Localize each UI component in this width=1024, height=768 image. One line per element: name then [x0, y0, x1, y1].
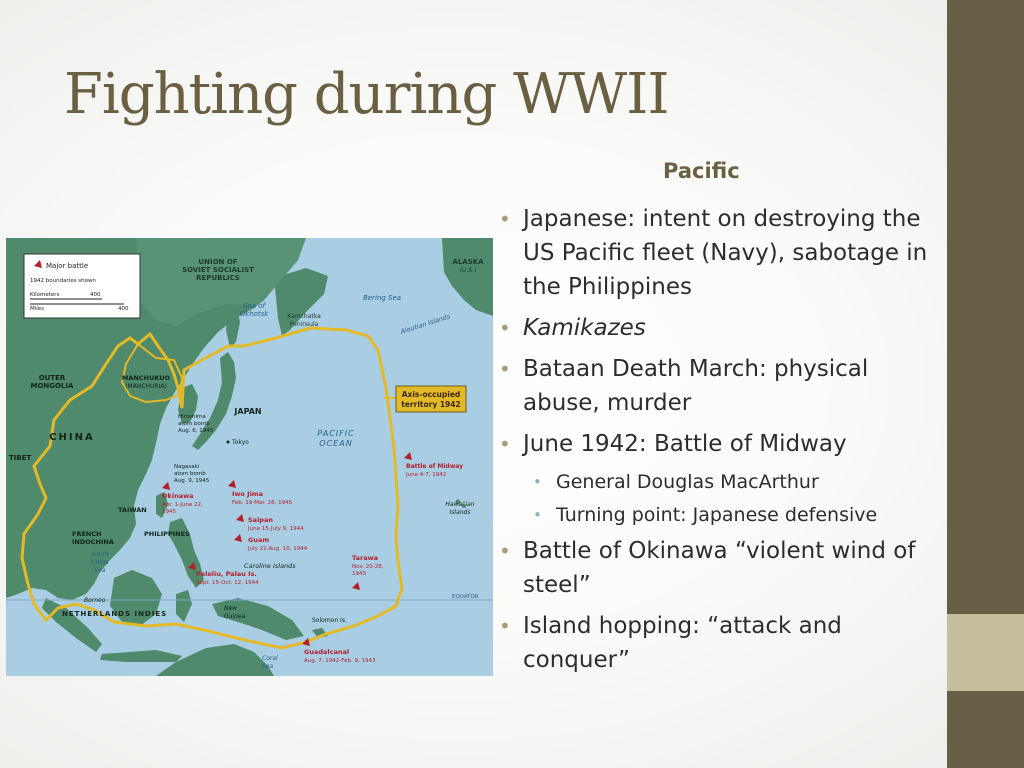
bullet-item [498, 609, 938, 677]
bullet-item [498, 352, 938, 420]
borneo-label: Borneo [84, 597, 106, 604]
legend-kilometers: Kilometers [30, 292, 60, 298]
okinawa-label: 1945 [162, 509, 176, 515]
tibet-label: TIBET [8, 454, 32, 462]
okinawa-label: Okinawa [162, 492, 194, 500]
hawaiian-label: Hawai'ian [445, 501, 475, 508]
bullet-text: Kamikazes [523, 315, 646, 341]
saipan-label: Saipan [248, 516, 273, 524]
pacific-ocean-label: OCEAN [319, 439, 353, 448]
peleliu-label: Peleliu, Palau Is. [196, 570, 257, 578]
manchukuo-label: MANCHUKUO [121, 374, 171, 382]
legend-km-value: 400 [90, 292, 101, 298]
french-indochina-label: INDOCHINA [72, 538, 114, 546]
china-label: CHINA [49, 432, 95, 443]
bullet-item [498, 534, 938, 602]
coral-sea-label: Coral [262, 655, 278, 662]
okinawa-label: Apr. 1-June 22, [162, 502, 203, 508]
sea-okhotsk-label: Sea of [242, 302, 266, 310]
saipan-label: June 15-July 9, 1944 [248, 526, 304, 532]
alaska-sub-label: (U.S.) [459, 267, 477, 274]
alaska-label: ALASKA [452, 258, 484, 266]
ussr-label: UNION OF [198, 258, 238, 266]
ussr-label: SOVIET SOCIALIST [182, 266, 254, 274]
iwojima-label: Feb. 19-Mar. 26, 1945 [232, 500, 293, 506]
south-china-sea-label: South [91, 551, 109, 558]
bullet-text: Battle of Okinawa “violent wind of steel” [523, 538, 916, 598]
tarawa-label: 1943 [352, 571, 366, 577]
ussr-label: REPUBLICS [196, 274, 240, 282]
bering-sea-label: Bering Sea [362, 294, 402, 302]
netherlands-indies-label: NETHERLANDS INDIES [62, 610, 168, 618]
coral-sea-label: Sea [262, 663, 274, 670]
legend-mi-value: 400 [118, 306, 129, 312]
guadalcanal-label: Guadalcanal [304, 648, 350, 656]
legend-major-battle: Major battle [46, 262, 89, 270]
hawaiian-label: Islands [449, 509, 471, 516]
sub-bullet-text: General Douglas MacArthur [556, 471, 819, 493]
midway-label: June 4-7, 1942 [406, 472, 447, 478]
bullet-text: June 1942: Battle of Midway [523, 431, 847, 457]
slide-subheading: Pacific [663, 159, 740, 183]
bullet-text: Japanese: intent on destroying the US Pacific fleet (Navy), sabotage in the Philippines [523, 206, 928, 300]
bullet-item [498, 427, 938, 461]
nagasaki-label: atom bomb [174, 471, 206, 477]
sub-bullet-text: Turning point: Japanese defensive [556, 504, 878, 526]
sub-bullet-item [498, 468, 938, 497]
sub-bullet-item [498, 501, 938, 530]
south-china-sea-label: Sea [94, 567, 106, 574]
equator-label: EQUATOR [452, 594, 479, 600]
french-indochina-label: FRENCH [72, 530, 102, 538]
manchukuo-label: (MANCHURIA) [125, 383, 167, 390]
bullet-item [498, 202, 938, 304]
iwojima-label: Iwo Jima [232, 490, 263, 498]
philippines-label: PHILIPPINES [144, 530, 190, 538]
axis-occupied-label: Axis-occupied [401, 390, 461, 399]
pacific-ocean-label: PACIFIC [317, 429, 355, 438]
slide-title: Fighting during WWII [64, 62, 669, 127]
axis-occupied-label: territory 1942 [401, 400, 461, 409]
side-accent-block [947, 614, 1024, 691]
nagasaki-label: Aug. 9, 1945 [174, 478, 210, 484]
tarawa-label: Nov. 20-28, [352, 564, 384, 570]
midway-label: Battle of Midway [406, 463, 464, 470]
new-guinea-label: New [224, 605, 238, 612]
kamchatka-label: Peninsula [289, 321, 319, 328]
peleliu-label: Sept. 15-Oct. 12, 1944 [196, 580, 259, 586]
legend-miles: Miles [30, 306, 45, 312]
bullet-item [498, 311, 938, 345]
tokyo-label: Tokyo [232, 439, 249, 446]
tarawa-label: Tarawa [352, 554, 378, 562]
legend-boundaries: 1942 boundaries shown [30, 278, 96, 284]
sea-okhotsk-label: Okhotsk [239, 310, 269, 318]
new-guinea-label: Guinea [224, 613, 246, 620]
hiroshima-label: Hiroshima [178, 414, 206, 420]
south-china-sea-label: China [91, 559, 109, 566]
kamchatka-label: Kamchatka [287, 313, 321, 320]
outer-mongolia-label: OUTER [38, 374, 66, 382]
bullet-text: Bataan Death March: physical abuse, murder [523, 356, 869, 416]
bullet-text: Island hopping: “attack and conquer” [523, 613, 842, 673]
guam-label: Guam [248, 536, 270, 544]
guadalcanal-label: Aug. 7, 1942-Feb. 9, 1943 [304, 658, 376, 664]
outer-mongolia-label: MONGOLIA [30, 382, 74, 390]
caroline-label: Caroline Islands [244, 562, 296, 570]
aleutian-label: Aleutian Islands [399, 312, 452, 336]
pacific-war-map [6, 238, 493, 676]
hiroshima-label: Aug. 6, 1945 [178, 428, 214, 434]
japan-label: JAPAN [234, 407, 262, 416]
solomon-label: Solomon Is. [312, 617, 347, 624]
guam-label: July 21-Aug. 10, 1944 [248, 546, 308, 552]
tokyo-dot [227, 441, 230, 444]
hiroshima-label: atom bomb [178, 421, 210, 427]
bullet-list [498, 202, 938, 684]
taiwan-label: TAIWAN [118, 506, 147, 514]
nagasaki-label: Nagasaki [174, 464, 200, 470]
